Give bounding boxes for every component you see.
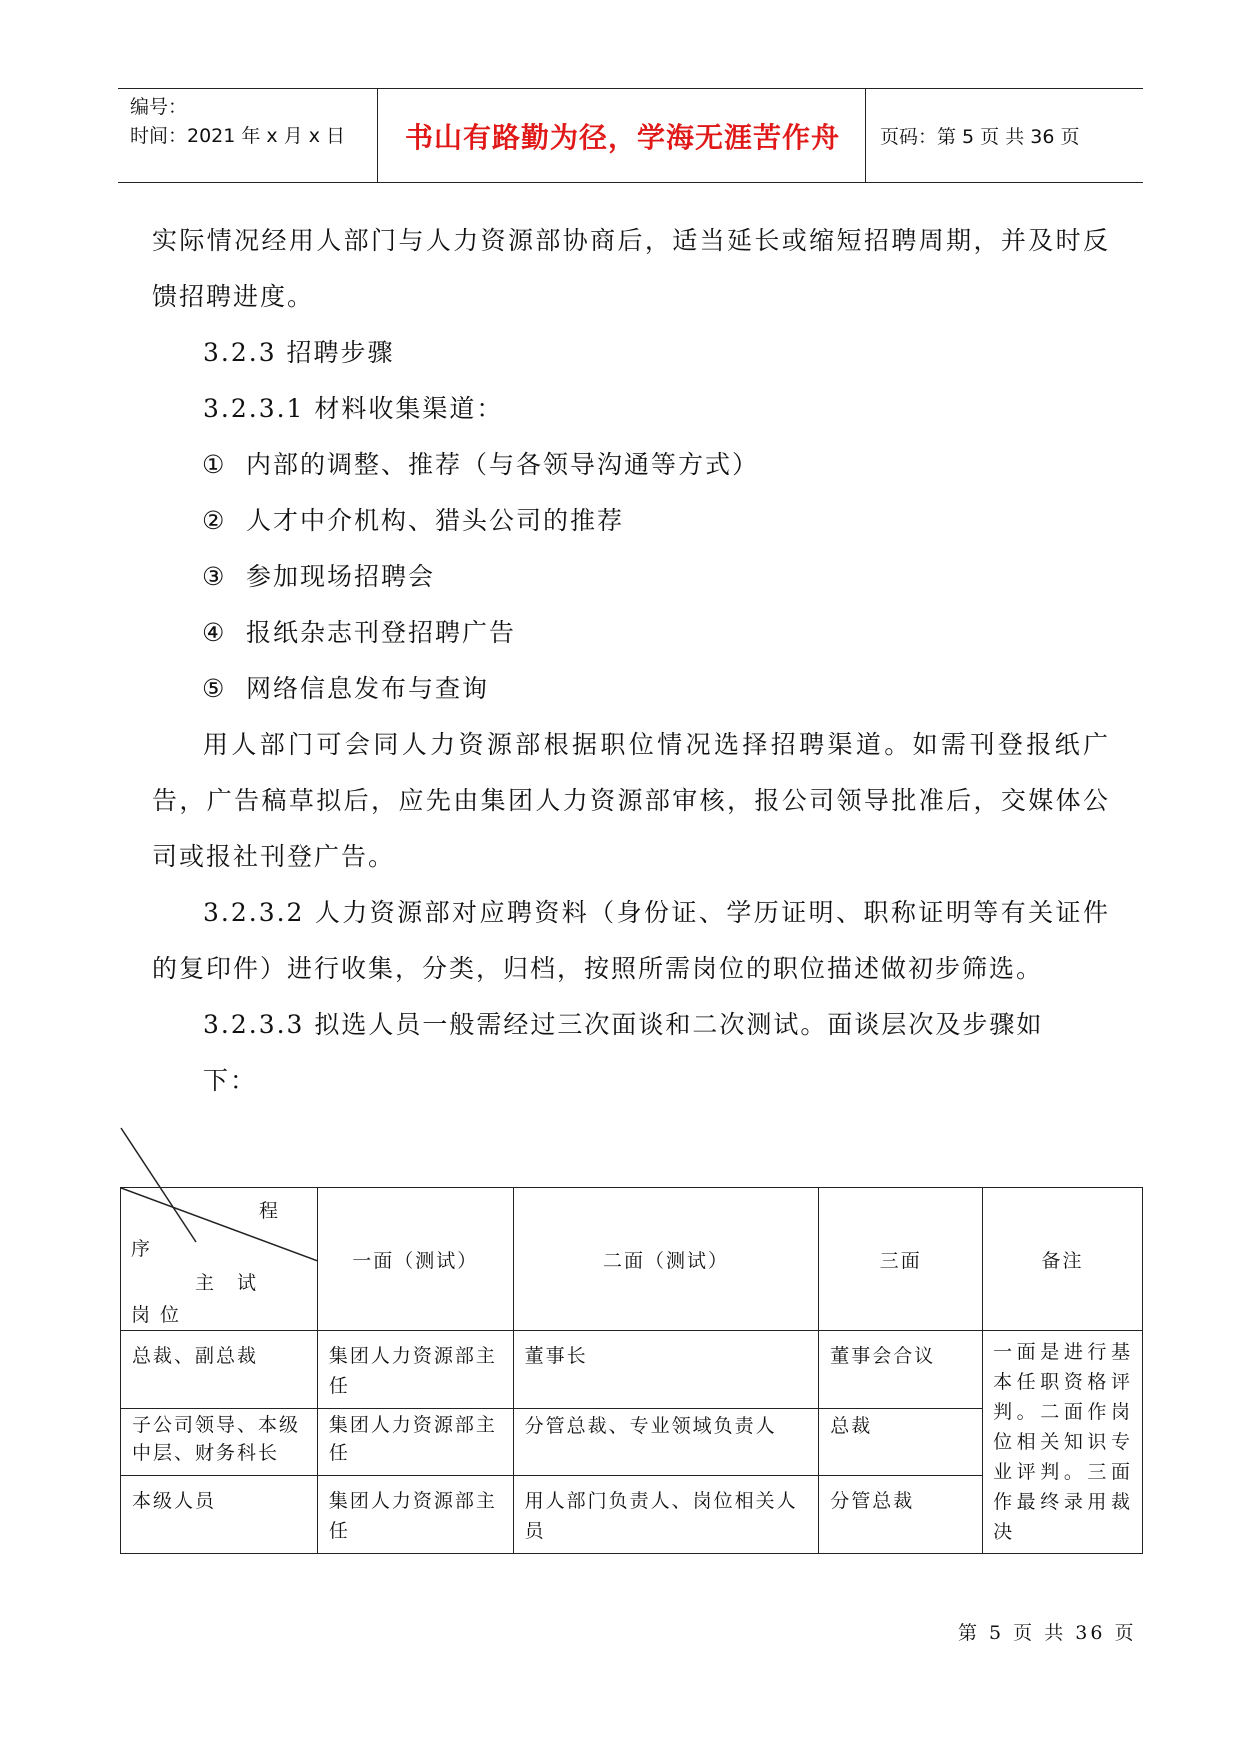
cell-second-interview: 用人部门负责人、岗位相关人员 (513, 1475, 819, 1553)
list-text: 网络信息发布与查询 (246, 674, 490, 703)
column-header: 三面 (819, 1188, 983, 1331)
cell-first-interview: 集团人力资源部主任 (317, 1409, 513, 1475)
cell-first-interview: 集团人力资源部主任 (317, 1475, 513, 1553)
list-text: 内部的调整、推荐（与各领导沟通等方式） (246, 450, 760, 479)
cell-post: 子公司领导、本级中层、财务科长 (121, 1409, 318, 1475)
subsection-heading: 3.2.3.1 材料收集渠道： (203, 394, 504, 423)
header-motto: 书山有路勤为径，学海无涯苦作舟 (404, 120, 840, 154)
cell-first-interview: 集团人力资源部主任 (317, 1331, 513, 1409)
header-page-info: 页码：第 5 页 共 36 页 (880, 126, 1080, 148)
cell-remark: 一面是进行基本任职资格评判。二面作岗位相关知识专业评判。三面作最终录用裁决 (983, 1331, 1143, 1554)
paragraph-continuation: 下： (203, 1066, 258, 1095)
cell-post: 总裁、副总裁 (121, 1331, 318, 1409)
table-corner-cell (121, 1188, 318, 1331)
document-date: 时间：2021 年 x 月 x 日 (130, 125, 346, 147)
header-divider (377, 89, 378, 182)
table-header-row (121, 1188, 1143, 1331)
list-text: 参加现场招聘会 (246, 562, 436, 591)
column-header: 二面（测试） (513, 1188, 819, 1331)
list-number: ③ (202, 562, 227, 591)
header-divider (865, 89, 866, 182)
cell-third-interview: 总裁 (819, 1409, 983, 1475)
paragraph: 3.2.3.3 拟选人员一般需经过三次面谈和二次测试。面谈层次及步骤如 (203, 1010, 1044, 1039)
cell-second-interview: 分管总裁、专业领域负责人 (513, 1409, 819, 1475)
list-item (152, 493, 1110, 549)
page-footer: 第 5 页 共 36 页 (958, 1622, 1137, 1644)
table-row (121, 1331, 1143, 1409)
list-item (152, 437, 1110, 493)
cell-third-interview: 分管总裁 (819, 1475, 983, 1553)
list-number: ⑤ (202, 674, 227, 703)
corner-label-gangwei: 岗 位 (131, 1304, 182, 1326)
list-text: 报纸杂志刊登招聘广告 (246, 618, 517, 647)
cell-second-interview: 董事长 (513, 1331, 819, 1409)
list-item (152, 605, 1110, 661)
list-item (152, 549, 1110, 605)
corner-label-cheng: 程 (259, 1200, 281, 1222)
corner-label-zhushi: 主 试 (195, 1272, 259, 1294)
column-header: 一面（测试） (317, 1188, 513, 1331)
column-header: 备注 (983, 1188, 1143, 1331)
paragraph: 实际情况经用人部门与人力资源部协商后，适当延长或缩短招聘周期，并及时反馈招聘进度。 (152, 226, 1110, 311)
list-item (152, 661, 1110, 717)
document-number-label: 编号： (130, 96, 188, 118)
corner-label-xu: 序 (131, 1238, 153, 1260)
body-content (152, 213, 1110, 1109)
interview-steps-table (120, 1187, 1143, 1554)
header-meta (130, 93, 380, 151)
section-heading: 3.2.3 招聘步骤 (203, 338, 395, 367)
list-number: ① (202, 450, 227, 479)
list-number: ② (202, 506, 227, 535)
paragraph: 用人部门可会同人力资源部根据职位情况选择招聘渠道。如需刊登报纸广告，广告稿草拟后，应先由集团人力资源部审核，报公司领导批准后，交媒体公司或报社刊登广告。 (152, 730, 1110, 871)
cell-post: 本级人员 (121, 1475, 318, 1553)
cell-third-interview: 董事会合议 (819, 1331, 983, 1409)
paragraph: 3.2.3.2 人力资源部对应聘资料（身份证、学历证明、职称证明等有关证件的复印件）进行收集，分类，归档，按照所需岗位的职位描述做初步筛选。 (152, 898, 1110, 983)
list-text: 人才中介机构、猎头公司的推荐 (246, 506, 625, 535)
list-number: ④ (202, 618, 227, 647)
page-header (118, 88, 1143, 183)
